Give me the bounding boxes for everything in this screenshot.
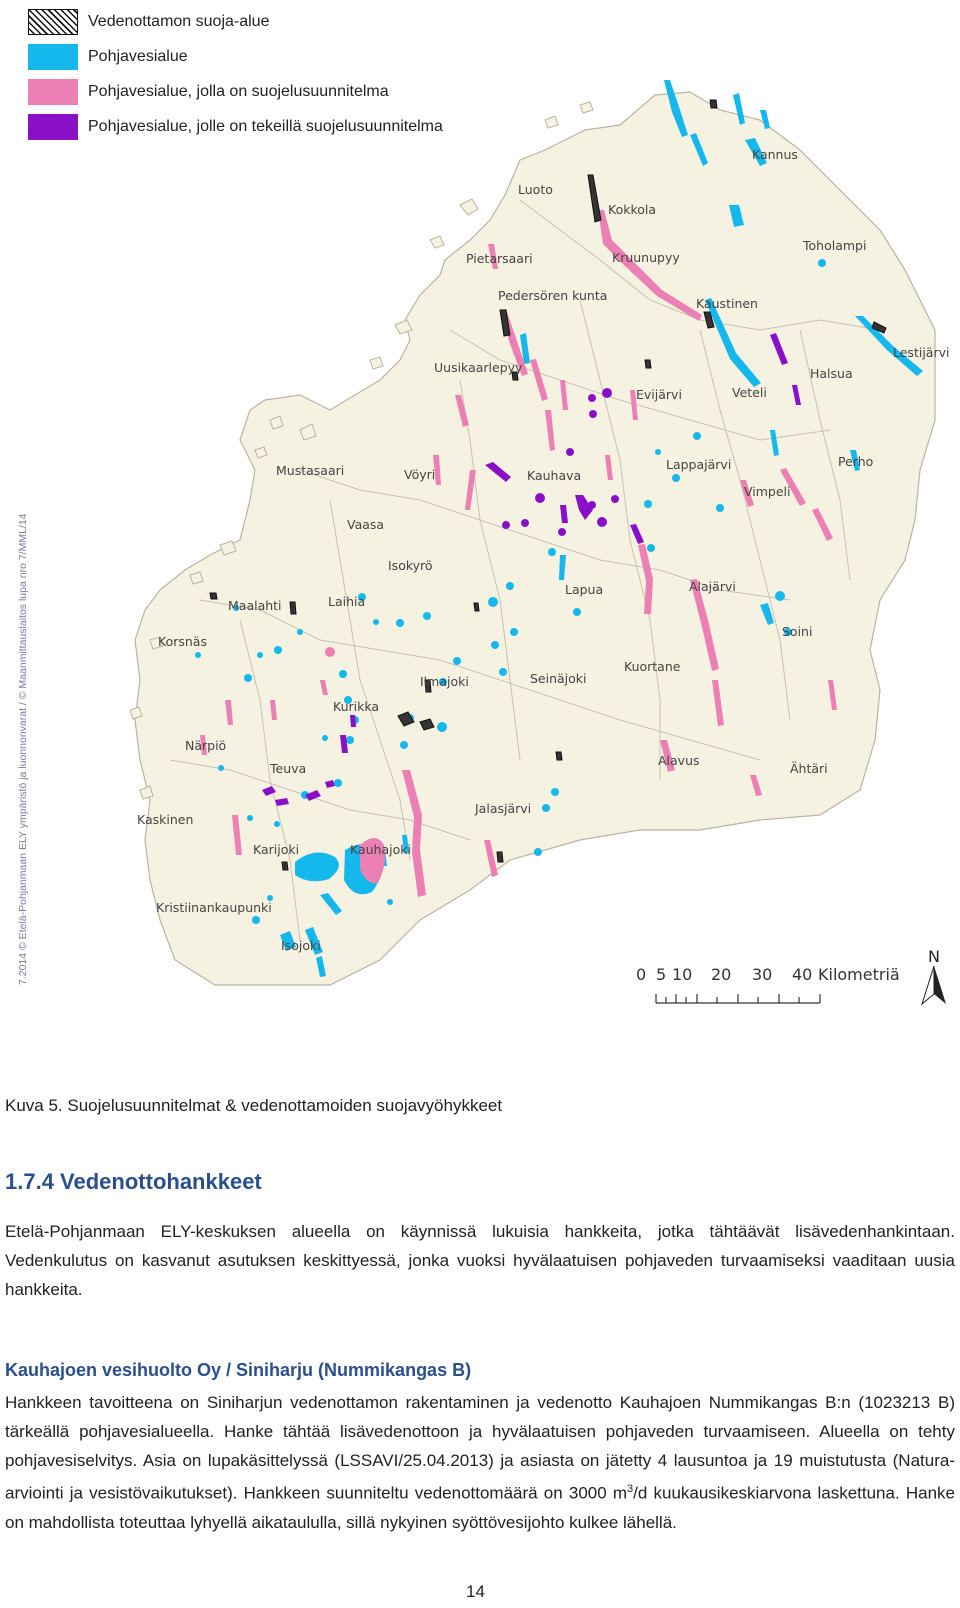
legend-item-plan xyxy=(28,74,443,109)
legend-item-plan-in-progress xyxy=(28,109,443,144)
legend-label: Vedenottamon suoja-alue xyxy=(88,12,270,30)
label-lappajarvi: Lappajärvi xyxy=(666,457,732,472)
label-laihia: Laihia xyxy=(328,594,366,609)
project-paragraph xyxy=(5,1388,955,1537)
label-kauhajoki: Kauhajoki xyxy=(350,842,411,857)
label-kokkola: Kokkola xyxy=(608,202,657,217)
legend-label: Pohjavesialue, jolle on tekeillä suojelusuunnitelma xyxy=(88,117,443,135)
purple-swatch-icon xyxy=(28,114,78,140)
label-kaustinen: Kaustinen xyxy=(696,296,758,311)
label-soini: Soini xyxy=(782,624,813,639)
legend-label: Pohjavesialue xyxy=(88,47,188,65)
label-karijoki: Karijoki xyxy=(253,842,300,857)
label-ahtari: Ähtäri xyxy=(790,761,828,776)
label-kristiinankaupunki: Kristiinankaupunki xyxy=(156,900,272,915)
scale-label: 0 xyxy=(636,965,647,984)
label-kruunupyy: Kruunupyy xyxy=(612,250,680,265)
label-pietarsaari: Pietarsaari xyxy=(466,251,533,266)
label-evijarvi: Evijärvi xyxy=(636,387,682,402)
label-lapua: Lapua xyxy=(565,582,604,597)
label-kuortane: Kuortane xyxy=(624,659,681,674)
label-seinajoki: Seinäjoki xyxy=(530,671,587,686)
label-pedersoren: Pedersören kunta xyxy=(498,288,608,303)
label-jalasjarvi: Jalasjärvi xyxy=(475,801,532,816)
section-heading: 1.7.4 Vedenottohankkeet xyxy=(5,1169,262,1194)
label-isojoki: Isojoki xyxy=(281,938,321,953)
label-halsua: Halsua xyxy=(810,366,853,381)
hatched-swatch-icon xyxy=(28,9,78,35)
label-voyri: Vöyri xyxy=(404,467,436,482)
label-toholampi: Toholampi xyxy=(803,238,867,253)
label-luoto: Luoto xyxy=(518,182,553,197)
label-kauhava: Kauhava xyxy=(527,468,582,483)
scale-bar xyxy=(656,994,820,1003)
label-mustasaari: Mustasaari xyxy=(276,463,345,478)
label-alajarvi: Alajärvi xyxy=(689,579,736,594)
north-label: N xyxy=(928,947,940,966)
intro-paragraph: Etelä-Pohjanmaan ELY-keskuksen alueella on käynnissä lukuisia hankkeita, jotka tähtäävät lisävedenhankintaan. Vedenkulutus on kasvanut asutuksen keskittyessä, jonka vuoksi hyvälaatuisen pohjaveden turvaamiseksi vaaditaan uusia hankkeita. xyxy=(5,1222,955,1299)
map-legend xyxy=(28,4,443,144)
label-maalahti: Maalahti xyxy=(228,598,282,613)
label-kaskinen: Kaskinen xyxy=(137,812,194,827)
north-arrow xyxy=(918,946,950,1008)
unit-superscript: 3 xyxy=(627,1483,634,1495)
label-isokyro: Isokyrö xyxy=(388,558,433,573)
label-vaasa: Vaasa xyxy=(347,517,385,532)
project-text-2: /d kuukausikeskiarvona laskettuna. Hanke on mahdollista toteuttaa lyhyellä aikataululla, sillä nykyinen syöttövesijohto kulkee lähellä. xyxy=(5,1483,955,1532)
map-copyright: 7.2014 © Etelä-Pohjanmaan ELY ympäristö ja luonnonvarat / © Maanmittauslaitos lupa nro 7/MML/14 xyxy=(17,513,29,985)
pink-swatch-icon xyxy=(28,79,78,105)
label-perho: Perho xyxy=(838,454,874,469)
label-ilmajoki: Ilmajoki xyxy=(420,674,469,689)
blue-swatch-icon xyxy=(28,44,78,70)
scale-label: 10 xyxy=(672,965,693,984)
scale-label: 40 xyxy=(792,965,813,984)
legend-item-protection-zone xyxy=(28,4,443,39)
label-uusikaarlepyy: Uusikaarlepyy xyxy=(434,360,523,375)
label-lestijarvi: Lestijärvi xyxy=(893,345,950,360)
page-number: 14 xyxy=(466,1582,485,1601)
scale-label: 20 xyxy=(711,965,732,984)
project-title: Kauhajoen vesihuolto Oy / Siniharju (Nummikangas B) xyxy=(5,1360,472,1380)
label-kannus: Kannus xyxy=(752,147,798,162)
project-text-1: Hankkeen tavoitteena on Siniharjun vedenottamon rakentaminen ja vedenotto Kauhajoen Nummikangas B:n (1023213 B) tärkeällä pohjavesialueella. Hanke tähtää lisävedenottoon ja hyvälaatuisen pohjaveden turvaamiseen. Alueella on tehty pohjavesiselvitys. Asia on lupakäsittelyssä (LSSAVI/25.04.2013) ja asiasta on jätetty 4 lausuntoa ja 19 muistutusta (Natura-arviointi ja vesistövaikutukset). Hankkeen suunniteltu vedenottomäärä on 3000 m xyxy=(5,1393,955,1503)
legend-label: Pohjavesialue, jolla on suojelusuunnitelma xyxy=(88,82,389,100)
label-vimpeli: Vimpeli xyxy=(744,484,791,499)
figure-caption: Kuva 5. Suojelusuunnitelmat & vedenottamoiden suojavyöhykkeet xyxy=(5,1096,503,1115)
label-narpio: Närpiö xyxy=(185,738,227,753)
north-arrow-icon xyxy=(918,946,950,1008)
label-teuva: Teuva xyxy=(270,761,307,776)
label-alavus: Alavus xyxy=(658,753,700,768)
label-kurikka: Kurikka xyxy=(333,699,380,714)
label-veteli: Veteli xyxy=(732,385,767,400)
scale-unit: Kilometriä xyxy=(818,965,900,984)
scale-label: 5 xyxy=(656,965,667,984)
label-korsnas: Korsnäs xyxy=(158,634,207,649)
scale-label: 30 xyxy=(752,965,773,984)
legend-item-groundwater xyxy=(28,39,443,74)
